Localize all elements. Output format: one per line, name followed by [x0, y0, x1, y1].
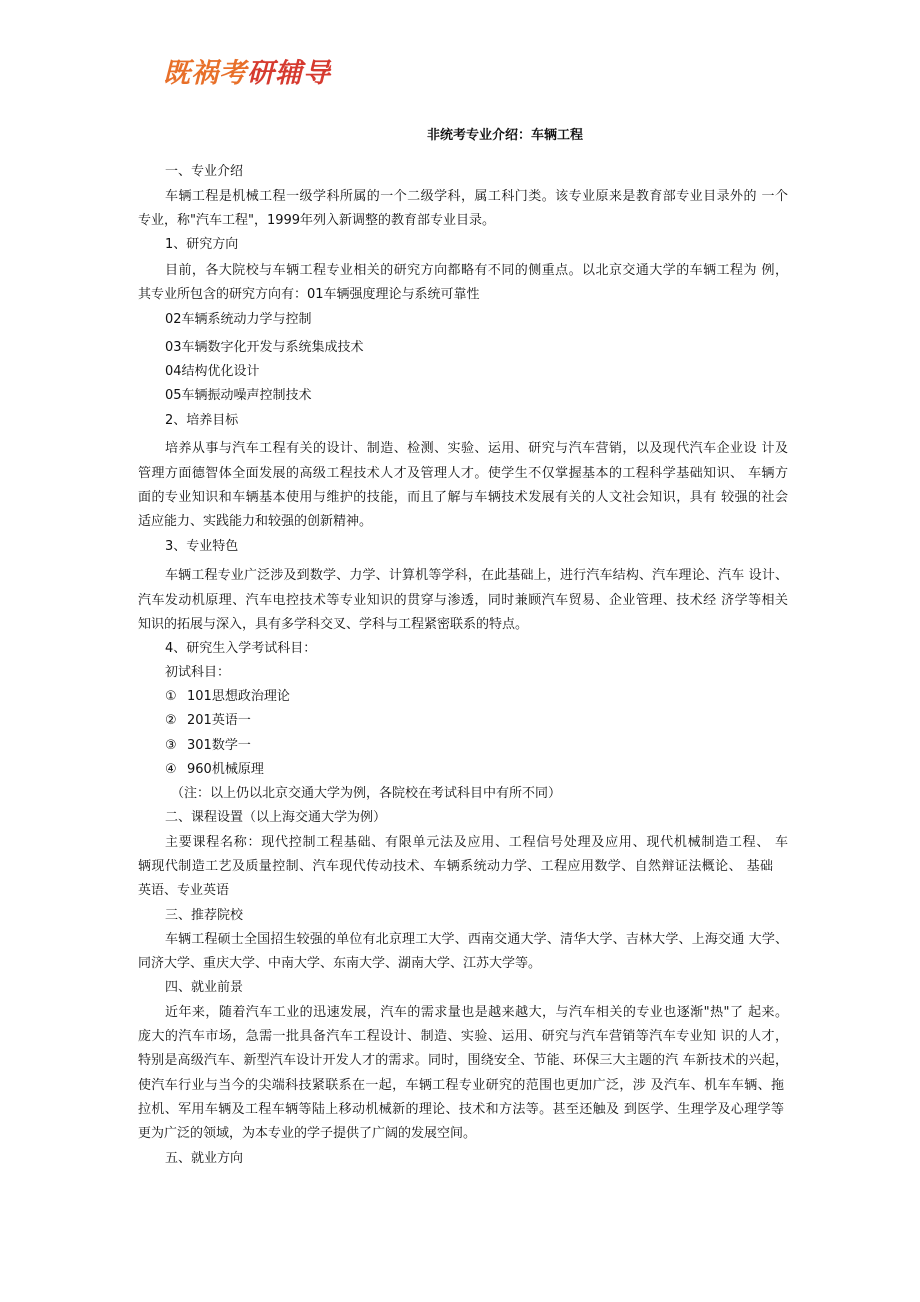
section-heading: 二、课程设置（以上海交通大学为例）	[165, 810, 387, 825]
paragraph-line: 车辆工程硕士全国招生较强的单位有北京理工大学、西南交通大学、清华大学、吉林大学、上海交通 大学、	[165, 932, 788, 947]
circled-number-marker: ④	[165, 762, 177, 777]
paragraph-line: 专业，称"汽车工程"，1999年列入新调整的教育部专业目录。	[138, 213, 496, 228]
paragraph-line: 知识的拓展与深入，具有多学科交叉、学科与工程紧密联系的特点。	[138, 617, 529, 632]
paragraph-line: 拉机、军用车辆及工程车辆等陆上移动机械新的理论、技术和方法等。甚至还触及 到医学、生理学及心理学等	[138, 1102, 784, 1117]
list-item: 02车辆系统动力学与控制	[165, 312, 312, 327]
subheading: 初试科目：	[165, 665, 231, 680]
paragraph-line: 车辆工程是机械工程一级学科所属的一个二级学科，属工科门类。该专业原来是教育部专业目录外的 一个	[165, 189, 788, 204]
paragraph-line: 更为广泛的领域，为本专业的学子提供了广阔的发展空间。	[138, 1126, 477, 1141]
paragraph-line: 特别是高级汽车、新型汽车设计开发人才的需求。同时，围绕安全、节能、环保三大主题的汽 车新技术的兴起，	[138, 1053, 788, 1068]
paragraph-line: 管理方面德智体全面发展的高级工程技术人才及管理人才。使学生不仅掌握基本的工程科学基础知识、 车辆方	[138, 466, 788, 481]
paragraph-line: 使汽车行业与当今的尖端科技紧联系在一起，车辆工程专业研究的范围也更加广泛，涉 及汽车、机车车辆、拖	[138, 1078, 784, 1093]
section-heading: 一、专业介绍	[165, 164, 244, 179]
circled-number-marker: ②	[165, 713, 177, 728]
section-heading: 四、就业前景	[165, 980, 244, 995]
exam-subject-item: ① 101思想政治理论	[165, 687, 788, 707]
paragraph-line: 同济大学、重庆大学、中南大学、东南大学、湖南大学、江苏大学等。	[138, 956, 542, 971]
section-heading: 五、就业方向	[165, 1151, 244, 1166]
note-line: （注：以上仍以北京交通大学为例，各院校在考试科目中有所不同）	[171, 786, 562, 801]
circled-number-marker: ①	[165, 689, 177, 704]
paragraph-line: 面的专业知识和车辆基本使用与维护的技能，而且了解与车辆技术发展有关的人文社会知识，具有 较强的社会	[138, 490, 788, 505]
paragraph-line: 目前，各大院校与车辆工程专业相关的研究方向都略有不同的侧重点。以北京交通大学的车辆工程为 例，	[165, 263, 788, 278]
paragraph-line: 车辆工程专业广泛涉及到数学、力学、计算机等学科，在此基础上，进行汽车结构、汽车理论、汽车 设计、	[165, 568, 788, 583]
paragraph-line: 英语、专业英语	[138, 883, 230, 898]
list-item: 03车辆数字化开发与系统集成技术	[165, 340, 364, 355]
subsection-heading: 4、研究生入学考试科目：	[165, 641, 317, 656]
list-item: 04结构优化设计	[165, 364, 260, 379]
paragraph-line: 汽车发动机原理、汽车电控技术等专业知识的贯穿与渗透，同时兼顾汽车贸易、企业管理、技术经 济学等相关	[138, 593, 788, 608]
subsection-heading: 1、研究方向	[165, 237, 239, 252]
list-item: 05车辆振动噪声控制技术	[165, 388, 312, 403]
paragraph-line: 适应能力、实践能力和较强的创新精神。	[138, 514, 373, 529]
paragraph-line: 庞大的汽车市场，急需一批具备汽车工程设计、制造、实验、运用、研究与汽车营销等汽车专业知 识的人才，	[138, 1029, 788, 1044]
circled-number-marker: ③	[165, 738, 177, 753]
exam-subject-item: ④ 960机械原理	[165, 760, 788, 780]
paragraph-line: 培养从事与汽车工程有关的设计、制造、检测、实验、运用、研究与汽车营销，以及现代汽车企业设 计及	[165, 441, 788, 456]
exam-subject-item: ③ 301数学一	[165, 736, 788, 756]
document-title: 非统考专业介绍：车辆工程	[426, 128, 583, 143]
paragraph-line: 主要课程名称：现代控制工程基础、有限单元法及应用、工程信号处理及应用、现代机械制造工程、 车	[165, 835, 788, 850]
subsection-heading: 2、培养目标	[165, 413, 239, 428]
section-heading: 三、推荐院校	[165, 908, 244, 923]
paragraph-line: 近年来，随着汽车工业的迅速发展，汽车的需求量也是越来越大，与汽车相关的专业也逐渐"热"了 起来。	[165, 1005, 788, 1020]
subsection-heading: 3、专业特色	[165, 539, 239, 554]
paragraph-line: 辆现代制造工艺及质量控制、汽车现代传动技术、车辆系统动力学、工程应用数学、自然辩证法概论、 基础	[138, 859, 773, 874]
brand-logo: 既祸考研辅导	[163, 58, 331, 89]
exam-subject-item: ② 201英语一	[165, 711, 788, 731]
paragraph-line: 其专业所包含的研究方向有：01车辆强度理论与系统可靠性	[138, 287, 480, 302]
